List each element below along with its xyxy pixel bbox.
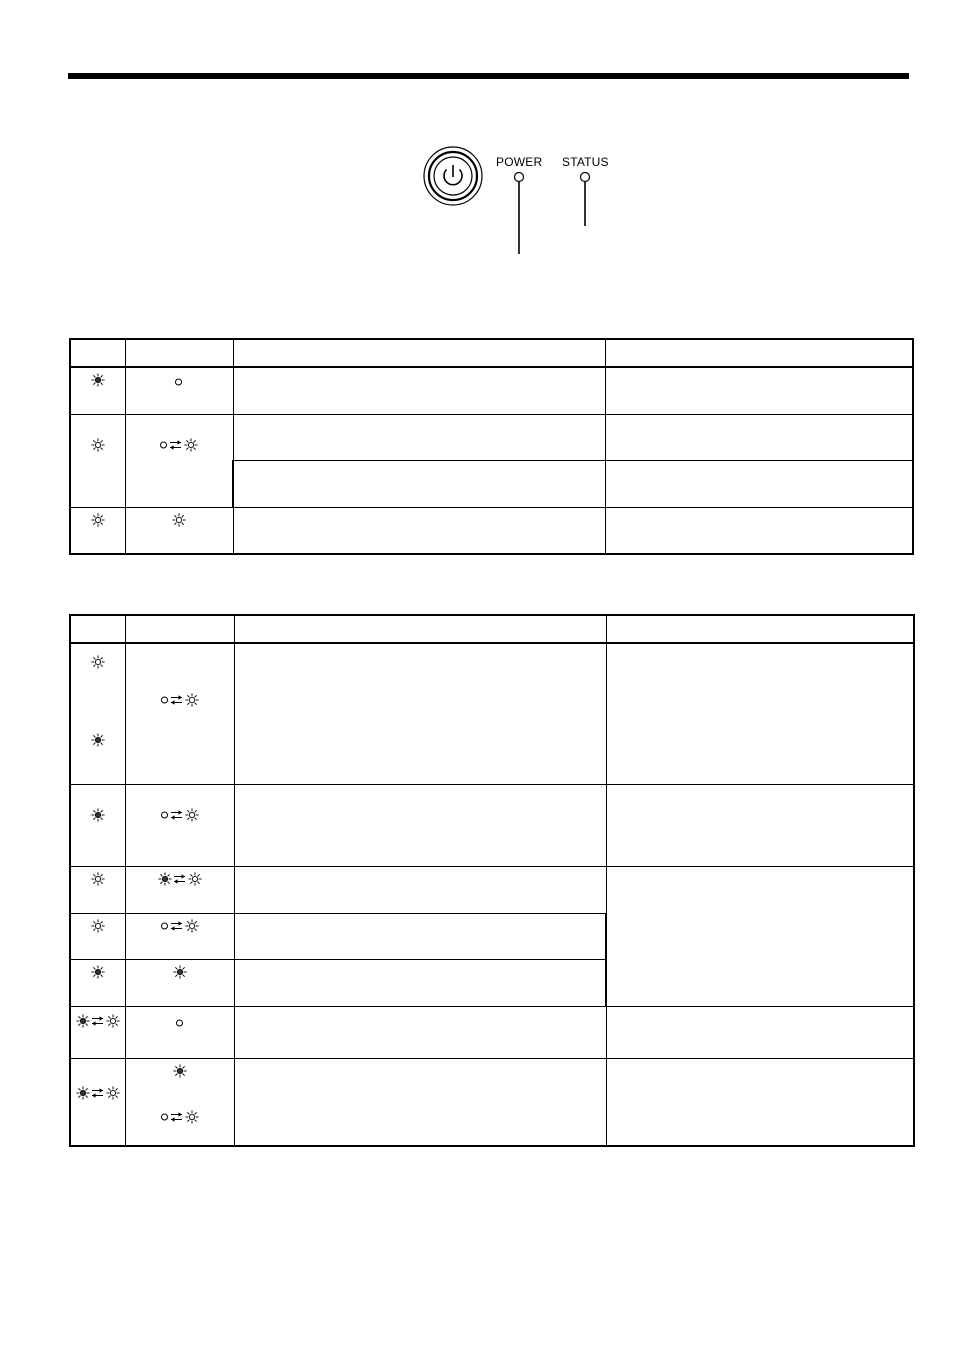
power-indicator xyxy=(71,918,125,934)
status-indicator xyxy=(126,964,234,980)
led-dim-icon xyxy=(91,919,104,932)
indicator-glyphs xyxy=(161,1109,199,1125)
led-off-icon xyxy=(160,442,166,448)
indicator-glyphs xyxy=(172,512,186,528)
indicator-glyphs xyxy=(161,807,199,823)
indicator-glyphs xyxy=(161,692,199,708)
led-off-icon xyxy=(176,1020,182,1026)
led-dim-icon xyxy=(106,1086,119,1099)
indicator-glyphs xyxy=(91,372,105,388)
power-indicator xyxy=(71,1085,125,1101)
led-off-icon xyxy=(176,379,182,385)
led-lit-icon xyxy=(158,872,171,885)
header-cell xyxy=(125,339,233,367)
indicator-glyphs xyxy=(91,512,105,528)
status-indicator xyxy=(126,871,234,887)
led-dim-icon xyxy=(91,513,104,526)
status-indicator xyxy=(126,437,233,453)
indicator-table-errors xyxy=(69,614,915,1147)
indicator-glyphs xyxy=(91,437,105,453)
alternating-arrows-icon xyxy=(174,874,185,883)
state-cell xyxy=(234,866,606,913)
header-cell xyxy=(234,615,606,643)
alternating-arrows-icon xyxy=(171,921,182,930)
state-cell xyxy=(234,913,606,959)
header-cell xyxy=(605,339,913,367)
led-dim-icon xyxy=(185,693,198,706)
status-indicator xyxy=(126,692,234,708)
indicator-glyphs xyxy=(76,1013,120,1029)
status-indicator xyxy=(126,374,233,390)
power-indicator xyxy=(71,654,125,670)
indicator-glyphs xyxy=(173,1063,187,1079)
action-cell xyxy=(606,866,914,1006)
power-indicator xyxy=(71,964,125,980)
indicator-glyphs xyxy=(91,654,105,670)
action-cell xyxy=(606,1058,914,1146)
header-cell xyxy=(606,615,914,643)
state-cell xyxy=(234,784,606,866)
indicator-glyphs xyxy=(173,964,187,980)
alternating-arrows-icon xyxy=(170,440,181,449)
indicator-glyphs xyxy=(91,918,105,934)
state-cell xyxy=(234,643,606,784)
indicator-glyphs xyxy=(160,437,198,453)
state-cell xyxy=(233,460,605,507)
state-cell xyxy=(233,367,605,414)
led-off-icon xyxy=(161,812,167,818)
led-lit-icon xyxy=(173,965,186,978)
led-lit-icon xyxy=(91,373,104,386)
power-button-icon xyxy=(424,147,482,205)
indicator-glyphs xyxy=(175,374,183,390)
indicator-glyphs xyxy=(91,807,105,823)
action-cell xyxy=(606,643,914,784)
status-indicator xyxy=(126,807,234,823)
indicator-glyphs xyxy=(176,1015,184,1031)
status-led-icon xyxy=(581,173,590,227)
header-cell xyxy=(233,339,605,367)
led-off-icon xyxy=(161,923,167,929)
led-dim-icon xyxy=(91,872,104,885)
state-cell xyxy=(234,1006,606,1058)
alternating-arrows-icon xyxy=(171,1112,182,1121)
state-cell xyxy=(234,1058,606,1146)
status-indicator xyxy=(126,1015,234,1031)
status-indicator xyxy=(126,512,233,528)
indicator-glyphs xyxy=(91,964,105,980)
led-dim-icon xyxy=(185,1110,198,1123)
action-cell xyxy=(606,784,914,866)
led-lit-icon xyxy=(76,1086,89,1099)
led-lit-icon xyxy=(76,1014,89,1027)
led-off-icon xyxy=(161,1114,167,1120)
led-dim-icon xyxy=(106,1014,119,1027)
power-indicator xyxy=(71,807,125,823)
state-cell xyxy=(234,959,606,1006)
indicator-glyphs xyxy=(161,918,199,934)
power-label: POWER xyxy=(496,155,543,169)
status-label: STATUS xyxy=(562,155,609,169)
power-led-icon xyxy=(515,173,524,255)
led-dim-icon xyxy=(172,513,185,526)
header-cell xyxy=(70,615,125,643)
indicator-glyphs xyxy=(158,871,202,887)
power-indicator xyxy=(71,1013,125,1029)
indicator-glyphs xyxy=(91,871,105,887)
state-cell xyxy=(233,507,605,554)
led-off-icon xyxy=(161,697,167,703)
control-panel-diagram xyxy=(0,0,954,300)
power-indicator xyxy=(71,732,125,748)
led-dim-icon xyxy=(91,438,104,451)
alternating-arrows-icon xyxy=(92,1016,103,1025)
alternating-arrows-icon xyxy=(171,810,182,819)
led-lit-icon xyxy=(173,1064,186,1077)
alternating-arrows-icon xyxy=(92,1088,103,1097)
status-indicator xyxy=(126,918,234,934)
alternating-arrows-icon xyxy=(171,695,182,704)
indicator-glyphs xyxy=(91,732,105,748)
led-lit-icon xyxy=(91,808,104,821)
led-lit-icon xyxy=(91,733,104,746)
power-indicator xyxy=(71,512,125,528)
led-dim-icon xyxy=(185,808,198,821)
status-indicator xyxy=(126,1109,234,1125)
action-cell xyxy=(606,1006,914,1058)
indicator-table-normal xyxy=(69,338,914,555)
action-cell xyxy=(605,367,913,414)
state-cell xyxy=(233,414,605,460)
led-lit-icon xyxy=(91,965,104,978)
action-cell xyxy=(605,460,913,507)
led-dim-icon xyxy=(188,872,201,885)
power-indicator xyxy=(71,871,125,887)
action-cell xyxy=(605,414,913,460)
status-indicator xyxy=(126,1063,234,1079)
power-indicator xyxy=(71,437,125,453)
power-indicator xyxy=(71,372,125,388)
header-cell xyxy=(70,339,125,367)
led-dim-icon xyxy=(91,655,104,668)
led-dim-icon xyxy=(185,919,198,932)
header-cell xyxy=(125,615,234,643)
action-cell xyxy=(605,507,913,554)
indicator-glyphs xyxy=(76,1085,120,1101)
led-dim-icon xyxy=(184,438,197,451)
